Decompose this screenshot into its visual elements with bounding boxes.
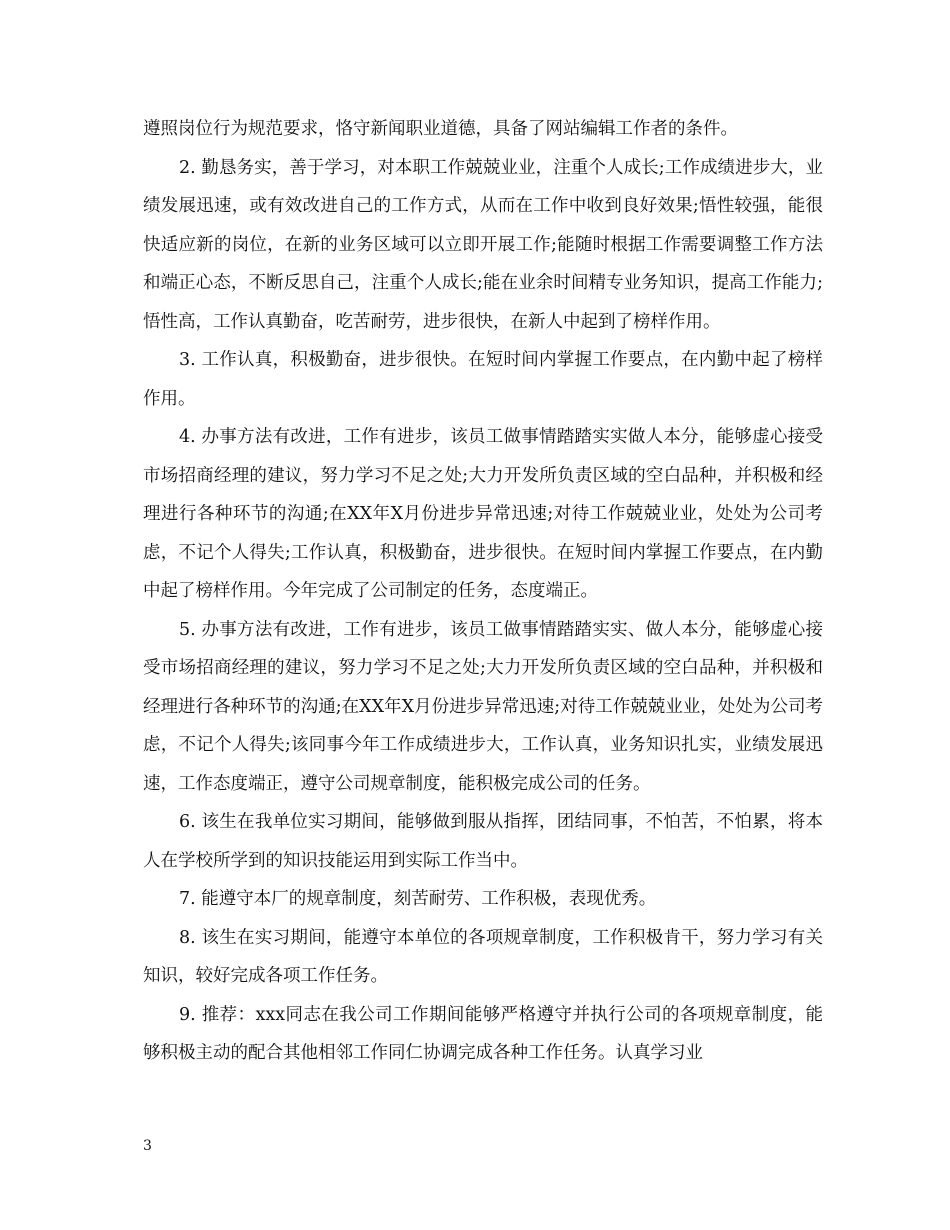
paragraph-item-4: 4. 办事方法有改进，工作有进步，该员工做事情踏踏实实做人本分，能够虚心接受市场招商经理的建议，努力学习不足之处;大力开发所负责区域的空白品种，并积极和经理进行各种环节的沟通;在XX年X月份进步异常迅速;对待工作兢兢业业，处处为公司考虑，不记个人得失;工作认真，积极勤奋，进步很快。在短时间内掌握工作要点，在内勤中起了榜样作用。今年完成了公司制定的任务，态度端正。: [143, 427, 823, 601]
paragraph-item-8: 8. 该生在实习期间，能遵守本单位的各项规章制度，工作积极肯干，努力学习有关知识，较好完成各项工作任务。: [143, 927, 823, 986]
paragraph-item-7: 7. 能遵守本厂的规章制度，刻苦耐劳、工作积极，表现优秀。: [179, 889, 657, 909]
paragraph-item-5: 5. 办事方法有改进，工作有进步，该员工做事情踏踏实实、做人本分，能够虚心接受市场招商经理的建议，努力学习不足之处;大力开发所负责区域的空白品种，并积极和经理进行各种环节的沟通;在XX年X月份进步异常迅速;对待工作兢兢业业，处处为公司考虑，不记个人得失;该同事今年工作成绩进步大，工作认真，业务知识扎实，业绩发展迅速，工作态度端正，遵守公司规章制度，能积极完成公司的任务。: [143, 619, 823, 794]
document-body: [143, 110, 823, 1073]
paragraph-item-2: 2. 勤恳务实，善于学习，对本职工作兢兢业业，注重个人成长;工作成绩进步大，业绩发展迅速，或有效改进自己的工作方式，从而在工作中收到良好效果;悟性较强，能很快适应新的岗位，在新的业务区域可以立即开展工作;能随时根据工作需要调整工作方法和端正心态，不断反思自己，注重个人成长;能在业余时间精专业务知识，提高工作能力;悟性高，工作认真勤奋，吃苦耐劳，进步很快，在新人中起到了榜样作用。: [143, 157, 823, 332]
page-number: 3: [143, 1138, 152, 1154]
paragraph-item-9: 9. 推荐：xxx同志在我公司工作期间能够严格遵守并执行公司的各项规章制度，能够积极主动的配合其他相邻工作同仁协调完成各种工作任务。认真学习业: [143, 1004, 823, 1063]
paragraph-continuation: 遵照岗位行为规范要求，恪守新闻职业道德，具备了网站编辑工作者的条件。: [143, 119, 738, 139]
paragraph-item-3: 3. 工作认真，积极勤奋，进步很快。在短时间内掌握工作要点，在内勤中起了榜样作用。: [143, 350, 823, 409]
paragraph-item-6: 6. 该生在我单位实习期间，能够做到服从指挥，团结同事，不怕苦，不怕累，将本人在学校所学到的知识技能运用到实际工作当中。: [143, 812, 823, 871]
